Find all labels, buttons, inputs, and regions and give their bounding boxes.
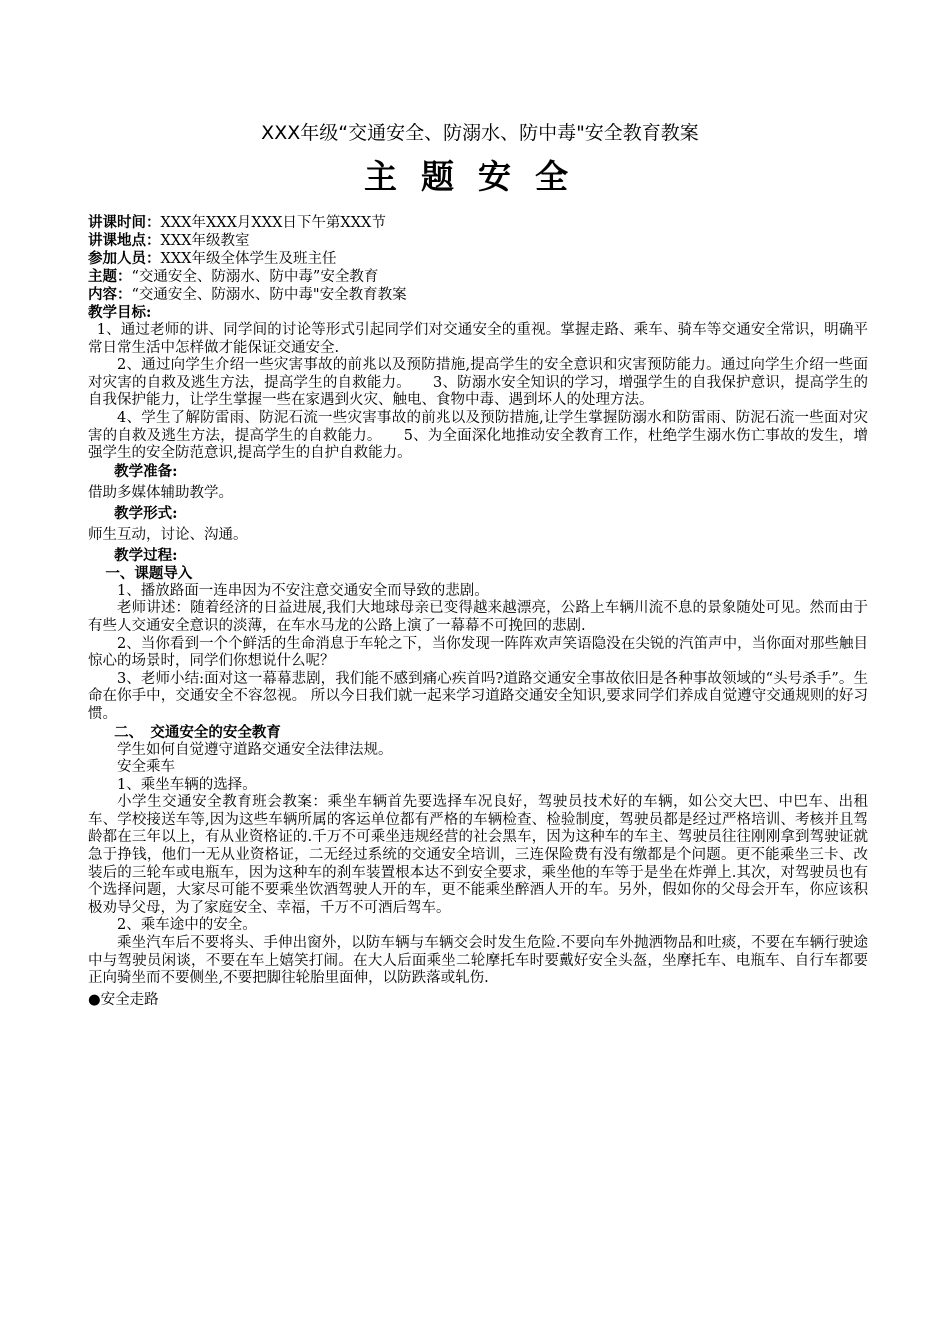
goal-paragraph: 2、通过向学生介绍一些灾害事故的前兆以及预防措施,提高学生的安全意识和灾害预防能力。通过向学生介绍一些面对灾害的自救及逃生方法，提高学生的自救能力。 3、防溺水安全知识的学习，增强学生的自我保护意识，提高学生的自我保护能力，让学生掌握一些在家遇到火灾、触电、食物中毒、遇到坏人的处理方法。 bbox=[88, 357, 868, 409]
meta-place: 讲课地点：XXX年级教室 bbox=[88, 232, 250, 249]
section1-paragraph: 老师讲述：随着经济的日益进展,我们大地球母亲已变得越来越漂亮，公路上车辆川流不息的景象随处可见。然而由于有些人交通安全意识的淡薄，在车水马龙的公路上演了一幕幕不可挽回的悲剧. bbox=[88, 600, 868, 634]
goal-paragraph: 1、通过老师的讲、同学间的讨论等形式引起同学们对交通安全的重视。掌握走路、乘车、骑车等交通安全常识，明确平常日常生活中怎样做才能保证交通安全. bbox=[88, 322, 868, 356]
document-page bbox=[88, 118, 868, 1012]
form-heading: 教学形式: bbox=[114, 504, 178, 522]
section1-paragraph: 3、老师小结:面对这一幕幕悲剧，我们能不感到痛心疾首吗?道路交通安全事故依旧是各种事故领域的“头号杀手”。生命在你手中，交通安全不容忽视。 所以今日我们就一起来学习道路交通安全知识,要求同学们养成自觉遵守交通规则的好习惯。 bbox=[88, 670, 868, 722]
section2-paragraph: 安全乘车 bbox=[117, 759, 175, 776]
prep-heading: 教学准备: bbox=[114, 462, 178, 480]
document-subtitle: 主题安全 bbox=[364, 157, 592, 196]
section1-paragraph: 2、当你看到一个个鲜活的生命消息于车轮之下，当你发现一阵阵欢声笑语隐没在尖锐的汽笛声中，当你面对那些触目惊心的场景时，同学们你想说什么呢？ bbox=[88, 635, 868, 670]
prep-text: 借助多媒体辅助教学。 bbox=[88, 484, 233, 501]
section1-heading: 一、课题导入 bbox=[105, 564, 193, 582]
section2-paragraph: 学生如何自觉遵守道路交通安全法律法规。 bbox=[117, 741, 393, 758]
section2-paragraph: 1、乘坐车辆的选择。 bbox=[117, 776, 257, 793]
meta-topic: 主题：“交通安全、防溺水、防中毒”安全教育 bbox=[88, 268, 379, 285]
safe-walking-item: ●安全走路 bbox=[88, 991, 159, 1008]
goals-heading: 教学目标: bbox=[88, 304, 152, 321]
section1-paragraph: 1、播放路面一连串因为不安注意交通安全而导致的悲剧。 bbox=[117, 582, 489, 599]
form-text: 师生互动，讨论、沟通。 bbox=[88, 526, 248, 543]
section2-paragraph: 小学生交通安全教育班会教案：乘坐车辆首先要选择车况良好，驾驶员技术好的车辆，如公交大巴、中巴车、出租车、学校接送车等,因为这些车辆所属的客运单位都有严格的车辆检查、检验制度，驾驶员都是经过严格培训、考核并且驾龄都在三年以上，有从业资格证的.千万不可乘坐违规经营的社会黑车，因为这种车的车主、驾驶员往往刚刚拿到驾驶证就急于挣钱，他们一无从业资格证，二无经过系统的交通安全培训，三连保险费有没有缴都是个问题。更不能乘坐三卡、改装后的三轮车或电瓶车，因为这种车的刹车装置根本达不到安全要求，乘坐他的车等于是坐在炸弹上.其次，对驾驶员也有个选择问题，大家尽可能不要乘坐饮酒驾驶人开的车，更不能乘坐醉酒人开的车。另外，假如你的父母会开车，你应该积极劝导父母，为了家庭安全、幸福，千万不可酒后驾车。 bbox=[88, 794, 868, 916]
section2-heading: 二、 交通安全的安全教育 bbox=[114, 723, 281, 741]
document-title: XXX年级“交通安全、防溺水、防中毒"安全教育教案 bbox=[261, 122, 699, 144]
meta-block bbox=[88, 214, 868, 304]
goal-paragraph: 4、学生了解防雷雨、防泥石流一些灾害事故的前兆以及预防措施,让学生掌握防溺水和防雷雨、防泥石流一些面对灾害的自救及逃生方法，提高学生的自救能力。 5、为全面深化地推动安全教育工作，杜绝学生溺水伤亡事故的发生，增强学生的安全防范意识,提高学生的自护自救能力。 bbox=[88, 409, 868, 462]
meta-content: 内容：“交通安全、防溺水、防中毒"安全教育教案 bbox=[88, 286, 407, 303]
meta-attendees: 参加人员：XXX年级全体学生及班主任 bbox=[88, 250, 337, 267]
process-heading: 教学过程: bbox=[114, 546, 178, 564]
section2-paragraph: 乘坐汽车后不要将头、手伸出窗外，以防车辆与车辆交会时发生危险.不要向车外抛洒物品和吐痰，不要在车辆行驶途中与驾驶员闲谈，不要在车上嬉笑打闹。在大人后面乘坐二轮摩托车时要戴好安全头盔，坐摩托车、电瓶车、自行车都要正向骑坐而不要侧坐,不要把脚往轮胎里面伸，以防跌落或轧伤. bbox=[88, 935, 868, 987]
meta-time: 讲课时间：XXX年XXX月XXX日下午第XXX节 bbox=[88, 214, 386, 231]
section2-paragraph: 2、乘车途中的安全。 bbox=[117, 917, 257, 934]
